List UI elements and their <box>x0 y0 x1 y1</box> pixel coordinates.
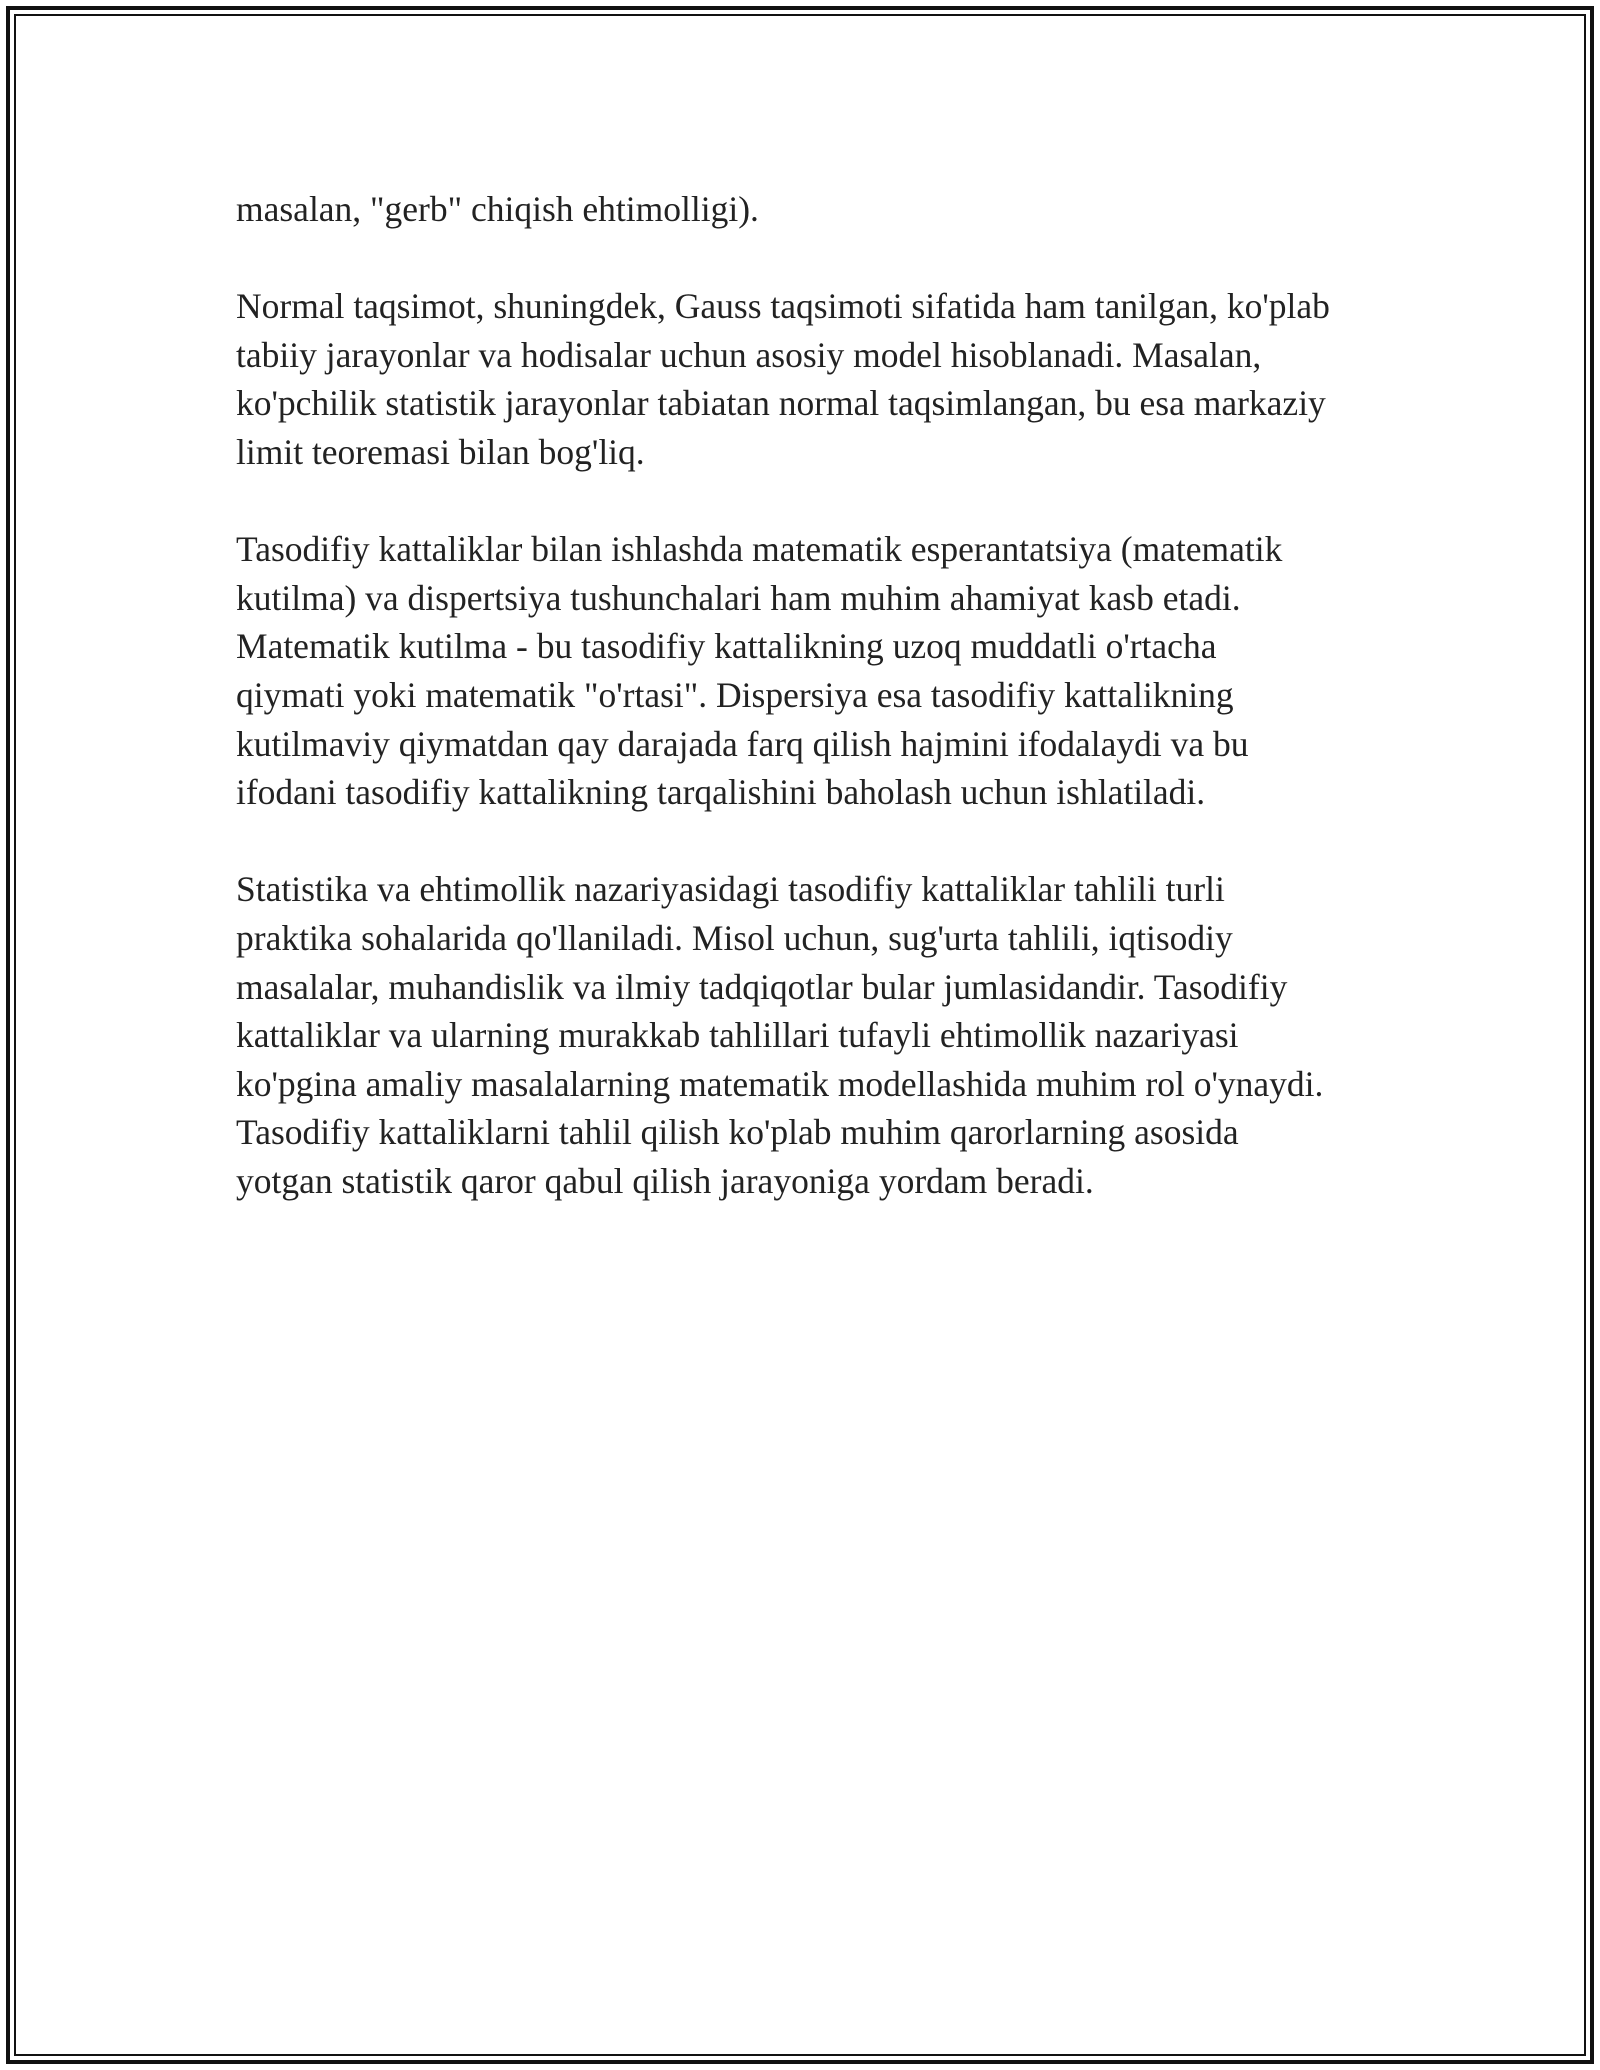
paragraph <box>236 865 1436 1205</box>
text-line: kutilmaviy qiymatdan qay darajada farq qilish hajmini ifodalaydi va bu <box>236 723 1249 764</box>
paragraph <box>236 282 1436 476</box>
paragraph <box>236 185 1436 234</box>
text-line: ifodani tasodifiy kattalikning tarqalishini baholash uchun ishlatiladi. <box>236 772 1206 813</box>
text-line: limit teoremasi bilan bog'liq. <box>236 431 645 472</box>
text-line: ko'pchilik statistik jarayonlar tabiatan normal taqsimlangan, bu esa markaziy <box>236 383 1326 424</box>
paragraph <box>236 525 1436 817</box>
text-line: yotgan statistik qaror qabul qilish jarayoniga yordam beradi. <box>236 1160 1094 1201</box>
text-line: Tasodifiy kattaliklar bilan ishlashda matematik esperantatsiya (matematik <box>236 529 1283 570</box>
text-line: tabiiy jarayonlar va hodisalar uchun asosiy model hisoblanadi. Masalan, <box>236 334 1262 375</box>
text-line: ko'pgina amaliy masalalarning matematik modellashida muhim rol o'ynaydi. <box>236 1063 1324 1104</box>
text-line: masalan, "gerb" chiqish ehtimolligi). <box>236 189 759 229</box>
text-line: Normal taqsimot, shuningdek, Gauss taqsimoti sifatida ham tanilgan, ko'plab <box>236 286 1330 327</box>
text-line: Matematik kutilma - bu tasodifiy kattalikning uzoq muddatli o'rtacha <box>236 626 1217 667</box>
document-body <box>236 185 1436 1254</box>
text-line: masalalar, muhandislik va ilmiy tadqiqotlar bular jumlasidandir. Tasodifiy <box>236 966 1288 1007</box>
text-line: kattaliklar va ularning murakkab tahlillari tufayli ehtimollik nazariyasi <box>236 1015 1239 1056</box>
text-line: praktika sohalarida qo'llaniladi. Misol uchun, sug'urta tahlili, iqtisodiy <box>236 917 1233 958</box>
text-line: qiymati yoki matematik "o'rtasi". Dispersiya esa tasodifiy kattalikning <box>236 674 1234 715</box>
text-line: Statistika va ehtimollik nazariyasidagi tasodifiy kattaliklar tahlili turli <box>236 869 1225 910</box>
text-line: kutilma) va dispertsiya tushunchalari ham muhim ahamiyat kasb etadi. <box>236 577 1241 618</box>
text-line: Tasodifiy kattaliklarni tahlil qilish ko'plab muhim qarorlarning asosida <box>236 1112 1239 1153</box>
